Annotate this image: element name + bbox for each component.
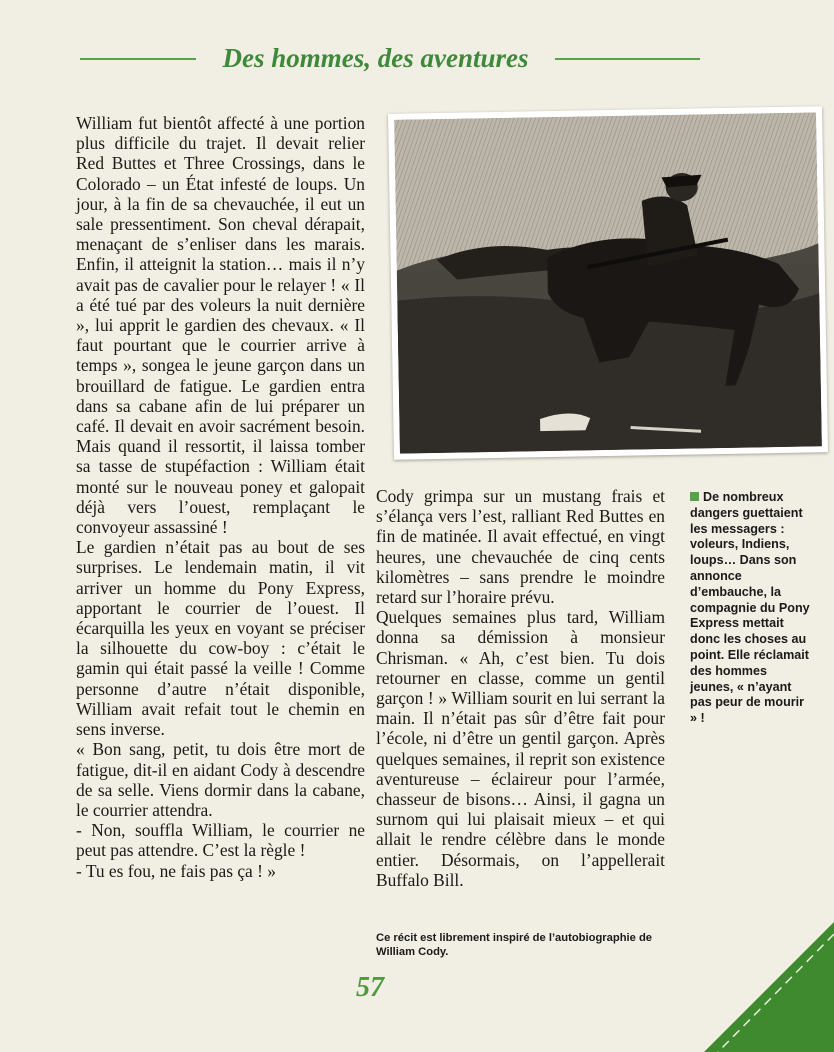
- header-rule-right: [555, 58, 700, 60]
- section-title: Des hommes, des aventures: [222, 43, 529, 73]
- header-rule-left: [80, 58, 196, 60]
- bullet-square-icon: [690, 492, 699, 501]
- page-header: [0, 36, 834, 80]
- story-column-2: [376, 486, 665, 890]
- story-paragraph: Quelques semaines plus tard, William donna sa démission à monsieur Chrisman. « Ah, c’est bien. Tu dois retourner en classe, comme un gentil garçon ! » William sourit en lui serrant la main. Il n’était pas sûr d’être fait pour l’école, ni d’être un gentil garçon. Après quelques semaines, il reprit son existence aventureuse – éclaireur pour l’armée, chasseur de bisons… Ainsi, il gagna un surnom qui lui plaisait mieux – et qui allait le rendre célèbre dans le monde entier. Désormais, on l’appellerait Buffalo Bill.: [376, 607, 665, 890]
- corner-decoration: [694, 922, 834, 1052]
- page-number: 57: [356, 972, 384, 1003]
- engraving-pony-express-rider-illustration: [394, 112, 822, 453]
- story-paragraph: - Tu es fou, ne fais pas ça ! »: [76, 860, 276, 881]
- sidebar-note: [690, 490, 812, 727]
- rider-illustration: [388, 106, 828, 460]
- story-paragraph: Cody grimpa sur un mustang frais et s’élança vers l’est, ralliant Red Buttes en fin de matinée. Il avait effectué, en vingt heures, une chevauchée de cinq cents kilomètres – sans prendre le moindre retard sur l’horaire prévu.: [376, 486, 665, 608]
- story-paragraph: - Non, souffla William, le courrier ne peut pas attendre. C’est la règle !: [76, 820, 365, 861]
- story-paragraph: William fut bientôt affecté à une portion plus difficile du trajet. Il devait relier Red Buttes et Three Crossings, dans le Colorado – un État infesté de loups. Un jour, à la fin de sa chevauchée, il eut un sale pressentiment. Son cheval dérapait, menaçant de s’enliser dans les marais. Enfin, il atteignit la station… mais il n’y avait pas de cavalier pour le relayer ! « Il a été tué par des voleurs la nuit dernière », lui apprit le gardien des chevaux. « Il faut pourtant que le courrier arrive à temps », songea le jeune garçon dans un brouillard de fatigue. Le gardien entra dans sa cabane afin de lui préparer un café. Il devait en avoir sacrément besoin. Mais quand il ressortit, il laissa tomber sa tasse de stupéfaction : William était monté sur le nouveau poney et galopait déjà vers l’ouest, remplaçant le convoyeur assassiné !: [76, 113, 365, 538]
- story-paragraph: Le gardien n’était pas au bout de ses surprises. Le lendemain matin, il vit arriver un homme du Pony Express, apportant le courrier de l’ouest. Il écarquilla les yeux en voyant se préciser la silhouette du cow-boy : c’était le gamin qui était passé la veille ! Comme personne d’autre n’était disponible, William avait refait tout le chemin en sens inverse.: [76, 537, 365, 740]
- source-credit: Ce récit est librement inspiré de l’autobiographie de William Cody.: [376, 932, 653, 958]
- story-column-1: [76, 113, 365, 881]
- story-paragraph: « Bon sang, petit, tu dois être mort de fatigue, dit-il en aidant Cody à descendre de sa selle. Viens dormir dans la cabane, le courrier attendra.: [76, 739, 365, 820]
- sidebar-text: De nombreux dangers guettaient les messagers : voleurs, Indiens, loups… Dans son annonce d’embauche, la compagnie du Pony Express mettait donc les choses au point. Elle réclamait des hommes jeunes, « n’ayant pas peur de mourir » !: [690, 490, 810, 726]
